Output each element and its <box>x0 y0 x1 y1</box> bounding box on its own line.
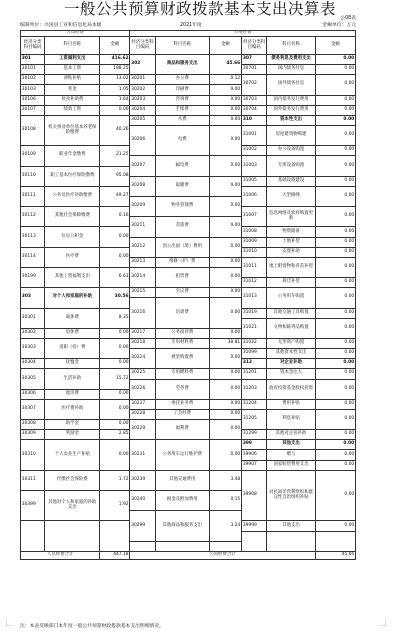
row-amount: 0.00 <box>100 339 130 359</box>
row-amount: 0.12 <box>210 75 242 85</box>
row-code: 30199 <box>21 268 45 288</box>
public-total-value: 45.66 <box>316 552 356 560</box>
row-amount: 188.25 <box>100 65 130 75</box>
row-name: 租赁费 <box>156 268 210 288</box>
row-amount: 0.00 <box>316 126 356 146</box>
row-amount: 38.81 <box>210 339 242 349</box>
row-code: 30301 <box>21 309 45 329</box>
row-code: 30109 <box>21 146 45 166</box>
row-amount: 0.00 <box>210 116 242 126</box>
row-code: 31099 <box>242 349 267 359</box>
row-name: 商品和服务支出 <box>156 55 210 75</box>
row-code: 30239 <box>130 471 155 491</box>
row-amount: 0.00 <box>210 126 242 156</box>
row-name: 专用材料费 <box>156 339 210 349</box>
row-name: 地上附着物和青苗补偿 <box>267 258 315 278</box>
table-note: 注：本表反映部门本年度一般公共预算财政拨款基本支出明细情况。 <box>20 624 164 629</box>
row-name: 房屋建筑物购建 <box>267 126 315 146</box>
row-amount: 0.00 <box>100 390 130 400</box>
header-amount: 金额 <box>210 37 242 55</box>
personnel-total-label: 人员经费合计 <box>21 552 100 560</box>
row-name: 手续费 <box>156 106 210 116</box>
row-code: 31008 <box>242 227 267 237</box>
row-code: 30113 <box>21 227 45 247</box>
row-name: 公务接待费 <box>156 329 210 339</box>
row-code: 30216 <box>130 298 155 328</box>
blank-cell <box>316 532 356 552</box>
row-code: 31013 <box>242 288 267 308</box>
row-name: 专用设备购置 <box>267 156 315 176</box>
row-amount: 0.00 <box>210 177 242 197</box>
row-name: 绩效工资 <box>45 106 100 116</box>
row-name: 对民间非营利组织和群众性自治组织补贴 <box>267 471 315 522</box>
row-amount: 0.00 <box>316 207 356 227</box>
row-name: 国内债务发行费用 <box>267 96 315 106</box>
row-amount: 0.00 <box>316 521 356 531</box>
row-amount: 6.63 <box>100 268 130 288</box>
row-code: 30108 <box>21 116 45 146</box>
row-amount: 0.00 <box>316 248 356 258</box>
row-code: 31009 <box>242 238 267 248</box>
row-code: 30103 <box>21 85 45 95</box>
row-name: 机关事业单位基本养老保险缴费 <box>45 116 100 146</box>
row-amount: 0.00 <box>316 359 356 369</box>
row-code: 399 <box>242 440 267 450</box>
row-name: 取暖费 <box>156 177 210 197</box>
header-name: 科目名称 <box>267 37 315 55</box>
row-name: 离休费 <box>45 309 100 329</box>
row-amount: 8.35 <box>100 309 130 329</box>
row-name: 资本金注入 <box>267 369 315 379</box>
row-code: 30203 <box>130 96 155 106</box>
row-code: 30211 <box>130 217 155 237</box>
row-name: 委托业务费 <box>156 400 210 410</box>
row-amount: 0.00 <box>316 146 356 156</box>
row-code: 30308 <box>21 420 45 430</box>
row-code: 30304 <box>21 359 45 369</box>
row-amount: 0.00 <box>210 106 242 116</box>
row-amount: 0.00 <box>316 258 356 278</box>
row-amount: 416.62 <box>100 55 130 65</box>
row-code: 30107 <box>21 106 45 116</box>
report-year: 2021年度 <box>180 23 202 28</box>
row-name: 其他交通费用 <box>156 471 210 491</box>
row-code: 30231 <box>130 440 155 470</box>
row-code: 30206 <box>130 126 155 156</box>
row-amount: 0.00 <box>316 278 356 288</box>
row-code: 30110 <box>21 167 45 187</box>
row-amount: 0.00 <box>210 238 242 258</box>
row-code: 30212 <box>130 238 155 258</box>
row-name: 差旅费 <box>156 217 210 237</box>
row-code: 31006 <box>242 187 267 207</box>
row-amount: 0.00 <box>210 268 242 288</box>
row-amount: 45.66 <box>210 55 242 75</box>
row-code: 30306 <box>21 390 45 400</box>
row-amount: 0.00 <box>210 400 242 410</box>
row-name: 培训费 <box>156 298 210 328</box>
row-amount: 0.00 <box>316 410 356 430</box>
row-code: 39906 <box>242 450 267 460</box>
row-code: 30303 <box>21 339 45 359</box>
row-name: 咨询费 <box>156 96 210 106</box>
row-name: 印刷费 <box>156 85 210 95</box>
row-amount: 3.24 <box>210 511 242 541</box>
row-name: 公务员医疗补助缴费 <box>45 187 100 207</box>
row-name: 工会经费 <box>156 410 210 420</box>
row-amount: 0.00 <box>316 116 356 126</box>
row-code: 39907 <box>242 461 267 471</box>
row-amount: 0.00 <box>316 339 356 349</box>
row-name: 资本性支出 <box>267 116 315 126</box>
row-amount: 0.00 <box>316 450 356 460</box>
row-name: 救济费 <box>45 390 100 400</box>
row-amount: 0.00 <box>100 420 130 430</box>
row-amount: 0.00 <box>316 369 356 379</box>
row-code: 30704 <box>242 106 267 116</box>
row-amount: 0.00 <box>316 461 356 471</box>
row-name: 维修（护）费 <box>156 258 210 268</box>
row-amount: 0.00 <box>210 349 242 369</box>
row-name: 国内债务付息 <box>267 65 315 75</box>
row-code: 30106 <box>21 96 45 106</box>
row-amount: 0.00 <box>316 440 356 450</box>
row-amount: 0.00 <box>316 156 356 176</box>
row-code: 30310 <box>21 440 45 470</box>
row-name: 税金及附加费用 <box>156 491 210 511</box>
blank-cell <box>45 521 100 551</box>
row-amount: 0.00 <box>316 238 356 248</box>
row-amount: 3.48 <box>210 471 242 491</box>
blank-cell <box>242 532 267 552</box>
row-code: 30305 <box>21 369 45 389</box>
row-code: 30399 <box>21 491 45 521</box>
row-name: 代缴社会保险费 <box>45 471 100 491</box>
row-amount: 0.00 <box>316 319 356 339</box>
row-name: 土地补偿 <box>267 238 315 248</box>
blank-cell <box>130 542 155 552</box>
row-name: 其他支出 <box>267 521 315 531</box>
header-public: 公用经费 <box>130 31 356 37</box>
row-name: 医疗费补助 <box>45 400 100 420</box>
row-code: 312 <box>242 359 267 369</box>
row-amount: 1.64 <box>100 96 130 106</box>
row-code: 31012 <box>242 278 267 288</box>
row-name: 利息补贴 <box>267 410 315 430</box>
row-amount: 0.00 <box>316 65 356 75</box>
row-code: 39999 <box>242 521 267 531</box>
header-amount: 金额 <box>100 37 130 55</box>
row-amount: 1.05 <box>100 85 130 95</box>
row-amount: 0.00 <box>100 440 130 470</box>
row-name: 其他对企业补助 <box>267 430 315 440</box>
header-amount: 金额 <box>316 37 356 55</box>
unit-of-measure: 金额单位：万元 <box>322 23 356 28</box>
row-code: 310 <box>242 116 267 126</box>
row-name: 被装购置费 <box>156 349 210 369</box>
row-amount: 1.72 <box>100 471 130 491</box>
row-name: 医疗费 <box>45 248 100 268</box>
row-amount: 0.00 <box>210 380 242 400</box>
row-code: 30240 <box>130 491 155 511</box>
row-name: 办公费 <box>156 75 210 85</box>
row-name: 债务利息及费用支出 <box>267 55 315 65</box>
row-amount: 0.00 <box>316 106 356 116</box>
row-code: 30229 <box>130 420 155 440</box>
row-code: 30299 <box>130 511 155 541</box>
row-code: 30703 <box>242 96 267 106</box>
blank-cell <box>156 542 210 552</box>
row-code: 30101 <box>21 65 45 75</box>
header-personnel: 人员经费 <box>21 31 130 37</box>
row-name: 国外债务发行费用 <box>267 106 315 116</box>
row-amount: 0.00 <box>210 197 242 217</box>
row-amount: 0.00 <box>316 288 356 308</box>
row-name: 退休费 <box>45 329 100 339</box>
row-code: 30205 <box>130 116 155 126</box>
row-code: 30307 <box>21 400 45 420</box>
row-name: 助学金 <box>45 420 100 430</box>
row-amount: 0.00 <box>210 410 242 420</box>
row-name: 奖励金 <box>45 430 100 440</box>
row-code: 39908 <box>242 471 267 522</box>
form-code: 公08表 <box>340 16 356 21</box>
row-code: 30201 <box>130 75 155 85</box>
row-name: 邮电费 <box>156 156 210 176</box>
row-name: 专用燃料费 <box>156 369 210 379</box>
row-amount: 0.00 <box>100 248 130 268</box>
row-name: 对企业补助 <box>267 359 315 369</box>
row-code: 31019 <box>242 309 267 319</box>
page-title: 一般公共预算财政拨款基本支出决算表 <box>63 0 336 18</box>
row-code: 30207 <box>130 156 155 176</box>
row-amount: 0.00 <box>316 309 356 319</box>
row-amount: 40.26 <box>100 116 130 146</box>
crop-mark-left <box>6 618 14 626</box>
row-name: 生活补助 <box>45 369 100 389</box>
row-name: 其他工资福利支出 <box>45 268 100 288</box>
row-amount: 0.00 <box>316 400 356 410</box>
header-name: 科目名称 <box>45 37 100 55</box>
row-code: 30114 <box>21 248 45 268</box>
row-code: 303 <box>21 288 45 308</box>
row-code: 302 <box>130 55 155 75</box>
row-code: 31011 <box>242 258 267 278</box>
row-amount: 2.85 <box>100 430 130 440</box>
row-code: 301 <box>21 55 45 65</box>
row-amount: 95.08 <box>100 167 130 187</box>
row-name: 公务用车购置 <box>267 288 315 308</box>
row-name: 其他资本性支出 <box>267 349 315 359</box>
row-name: 物资储备 <box>267 227 315 237</box>
row-code: 30225 <box>130 369 155 379</box>
row-code: 31299 <box>242 430 267 440</box>
row-amount: 0.00 <box>100 400 130 420</box>
row-amount: 0.00 <box>210 217 242 237</box>
row-amount: 0.00 <box>100 359 130 369</box>
row-name: 职工基本医疗保险缴费 <box>45 167 100 187</box>
row-name: 其他社会保障缴费 <box>45 207 100 227</box>
row-name: 其他支出 <box>267 440 315 450</box>
row-code: 31205 <box>242 410 267 430</box>
row-code: 31010 <box>242 248 267 258</box>
row-code: 30215 <box>130 288 155 298</box>
row-amount: 0.00 <box>210 298 242 328</box>
row-code: 30202 <box>130 85 155 95</box>
header-code: 经济分类科目编码 <box>242 37 267 55</box>
row-code: 31204 <box>242 400 267 410</box>
row-code: 31021 <box>242 319 267 339</box>
blank-cell <box>210 542 242 552</box>
header-name: 科目名称 <box>156 37 210 55</box>
row-code: 31201 <box>242 369 267 379</box>
row-name: 无形资产购置 <box>267 339 315 349</box>
row-name: 劳务费 <box>156 380 210 400</box>
row-name: 政府投资基金股权投资 <box>267 380 315 400</box>
row-amount: 1.92 <box>100 491 130 521</box>
row-name: 大型修缮 <box>267 187 315 207</box>
row-name: 信息网络及软件购置更新 <box>267 207 315 227</box>
row-amount: 0.00 <box>210 369 242 379</box>
row-name: 办公设备购置 <box>267 146 315 156</box>
row-amount: 0.00 <box>316 471 356 522</box>
row-amount: 30.56 <box>100 288 130 308</box>
row-amount: 0.00 <box>316 380 356 400</box>
row-name: 文物和陈列品购置 <box>267 319 315 339</box>
row-name: 个人农业生产补贴 <box>45 440 100 470</box>
row-amount: 0.15 <box>210 491 242 511</box>
row-amount: 0.00 <box>316 227 356 237</box>
row-amount: 0.00 <box>100 106 130 116</box>
row-amount: 0.00 <box>316 177 356 187</box>
row-amount: 0.00 <box>210 156 242 176</box>
row-name: 退职（役）费 <box>45 339 100 359</box>
row-code: 31003 <box>242 156 267 176</box>
row-code: 30208 <box>130 177 155 197</box>
row-code: 30112 <box>21 207 45 227</box>
row-name: 其他交通工具购置 <box>267 309 315 319</box>
row-name: 国家赔偿费用支出 <box>267 461 315 471</box>
expenditure-table <box>20 30 356 560</box>
row-code: 31007 <box>242 207 267 227</box>
row-amount: 0.00 <box>210 440 242 470</box>
row-amount: 0.00 <box>316 55 356 65</box>
row-amount: 13.02 <box>100 75 130 85</box>
row-name: 因公出国（境）费用 <box>156 238 210 258</box>
row-name: 费用补贴 <box>267 400 315 410</box>
row-code: 31022 <box>242 339 267 349</box>
row-name: 福利费 <box>156 420 210 440</box>
row-code: 30228 <box>130 410 155 420</box>
row-amount: 21.25 <box>100 146 130 166</box>
row-name: 其他对个人和家庭的补助支出 <box>45 491 100 521</box>
row-name: 职业年金缴费 <box>45 146 100 166</box>
row-code: 30209 <box>130 197 155 217</box>
row-code: 30111 <box>21 187 45 207</box>
row-name: 基本工资 <box>45 65 100 75</box>
row-name: 公务用车运行维护费 <box>156 440 210 470</box>
row-code: 30213 <box>130 258 155 268</box>
row-name: 拆迁补偿 <box>267 278 315 288</box>
row-amount: 0.00 <box>210 96 242 106</box>
personnel-total-value: 447.18 <box>100 552 130 560</box>
row-code: 31002 <box>242 146 267 156</box>
row-name: 水费 <box>156 116 210 126</box>
row-code: 30701 <box>242 65 267 75</box>
row-code: 31005 <box>242 177 267 187</box>
row-code: 30204 <box>130 106 155 116</box>
row-code: 30227 <box>130 400 155 410</box>
row-name: 其他商品和服务支出 <box>156 511 210 541</box>
row-amount: 0.00 <box>316 349 356 359</box>
row-amount: 49.27 <box>100 187 130 207</box>
public-total-label: 公用经费合计 <box>130 552 315 560</box>
row-amount: 0.16 <box>100 207 130 227</box>
crop-mark-right <box>378 618 386 626</box>
row-name: 电费 <box>156 126 210 156</box>
row-name: 会议费 <box>156 288 210 298</box>
row-amount: 0.00 <box>316 75 356 95</box>
row-name: 赠与 <box>267 450 315 460</box>
row-name: 津贴补贴 <box>45 75 100 85</box>
row-code: 307 <box>242 55 267 65</box>
row-name: 住房公积金 <box>45 227 100 247</box>
row-amount: 0.00 <box>210 258 242 268</box>
blank-cell <box>267 532 315 552</box>
row-name: 奖金 <box>45 85 100 95</box>
row-name: 工资福利支出 <box>45 55 100 65</box>
blank-cell <box>21 521 45 551</box>
row-amount: 15.72 <box>100 369 130 389</box>
row-name: 安置补助 <box>267 248 315 258</box>
row-code: 31001 <box>242 126 267 146</box>
header-code: 经济分类科目编码 <box>130 37 155 55</box>
row-amount: 0.00 <box>100 227 130 247</box>
row-code: 30302 <box>21 329 45 339</box>
row-amount: 0.00 <box>210 420 242 440</box>
row-code: 30226 <box>130 380 155 400</box>
row-code: 30309 <box>21 430 45 440</box>
row-code: 31203 <box>242 380 267 400</box>
row-name: 伙食补助费 <box>45 96 100 106</box>
row-code: 30217 <box>130 329 155 339</box>
row-name: 对个人和家庭的补助 <box>45 288 100 308</box>
row-code: 30218 <box>130 339 155 349</box>
row-name: 基础设施建设 <box>267 177 315 187</box>
row-amount: 0.00 <box>100 329 130 339</box>
row-amount: 0.00 <box>210 85 242 95</box>
unit-label: 编制单位：兴国县工业和信息化局本级 <box>20 23 102 28</box>
row-amount: 0.00 <box>316 187 356 207</box>
row-amount: 0.00 <box>316 96 356 106</box>
row-amount: 0.00 <box>316 430 356 440</box>
row-code: 30224 <box>130 349 155 369</box>
row-amount: 0.00 <box>210 288 242 298</box>
row-code: 30702 <box>242 75 267 95</box>
header-code: 经济分类科目编码 <box>21 37 45 55</box>
row-name: 物业管理费 <box>156 197 210 217</box>
row-code: 30102 <box>21 75 45 85</box>
row-code: 30311 <box>21 471 45 491</box>
blank-cell <box>100 521 130 551</box>
row-amount: 0.00 <box>210 329 242 339</box>
row-name: 抚恤金 <box>45 359 100 369</box>
row-name: 国外债务付息 <box>267 75 315 95</box>
row-code: 30214 <box>130 268 155 288</box>
